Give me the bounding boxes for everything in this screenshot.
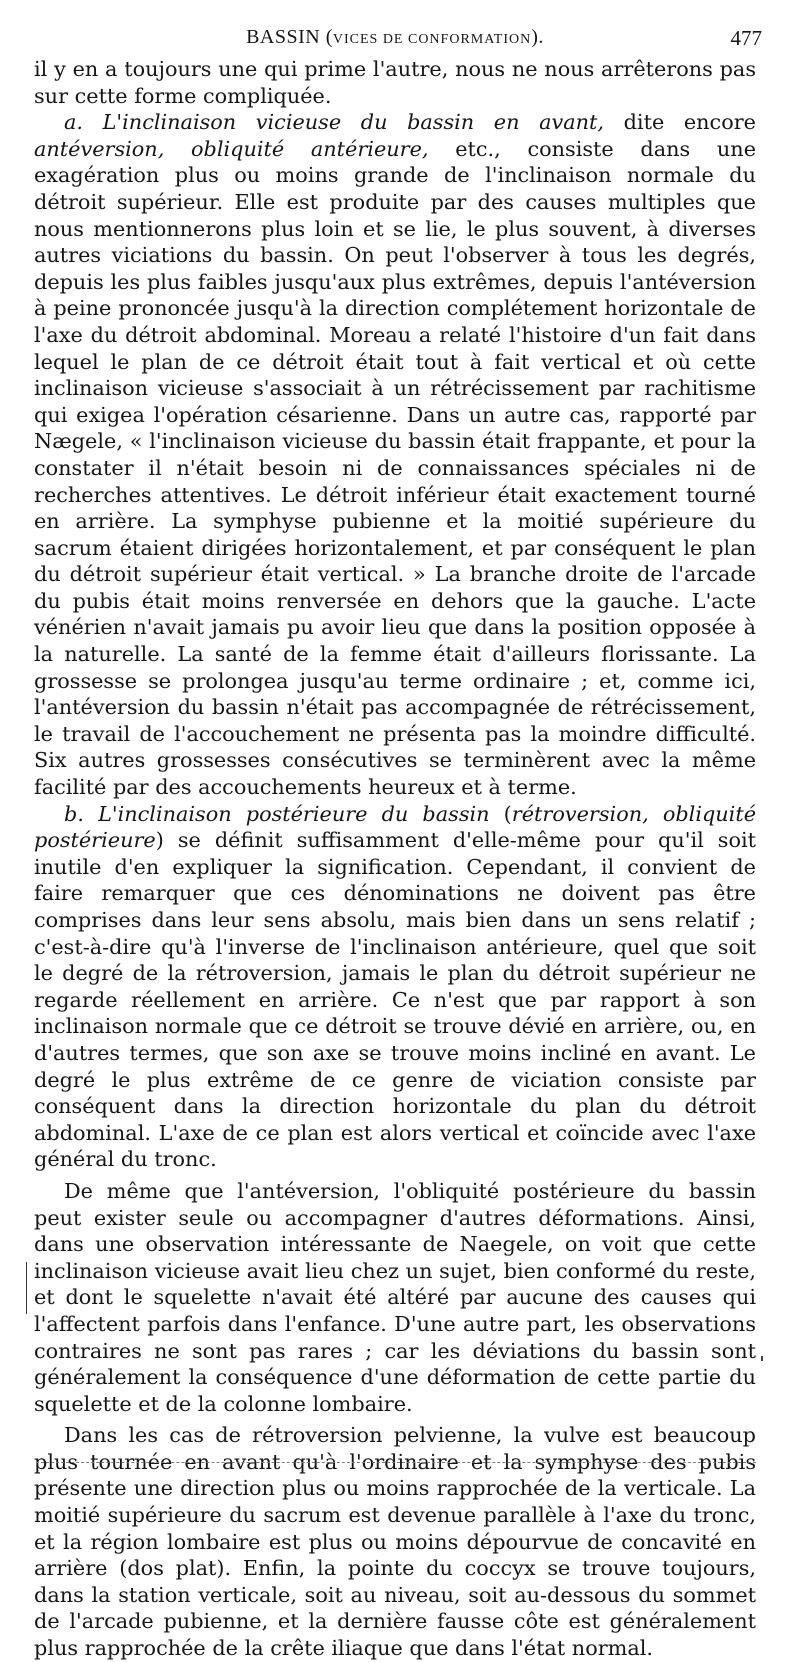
paragraph-continuation: il y en a toujours une qui prime l'autre, nous ne nous arrêterons pas sur cette forme compliquée. (34, 57, 756, 108)
term-retroversion: rétroversion, obliquité postérieure (34, 801, 756, 853)
footer-rule (36, 1462, 756, 1463)
page-number: 477 (730, 26, 762, 50)
paren-close: ) (155, 828, 164, 853)
running-head (34, 26, 762, 56)
running-head-title-main: BASSIN ( (246, 26, 333, 48)
body-text (34, 56, 756, 1662)
book-page (34, 26, 762, 1662)
paren-open: ( (489, 801, 512, 826)
paragraph-retroversion-text: se définit suffisamment d'elle-même pour qu'il soit inutile d'en expliquer la signification. Cependant, il convient de faire remarquer que ces dénominations ne doivent pas être comprises dans leur sens absolu, mais bien dans un sens relatif ; c'est-à-dire qu'à l'inverse de l'inclinaison antérieure, quel que soit le degré de la rétroversion, jamais le plan du détroit supérieur ne regarde réellement en arrière. Ce n'est que par rapport à son inclinaison normale que ce détroit se trouve dévié en arrière, ou, en d'autres termes, que son axe se trouve moins incliné en avant. Le degré le plus extrême de ce genre de viciation consiste par conséquent dans la direction horizontale du plan du détroit abdominal. L'axe de ce plan est alors vertical et coïncide avec l'axe général du tronc. (34, 828, 756, 1172)
paragraph-anteversion-text2: etc., consiste dans une exagération plus ou moins grande de l'inclinaison normale du détroit supérieur. Elle est produite par des causes multiples que nous mentionnerons plus loin et se lie, le plus souvent, à diverses autres viciations du bassin. On peut l'observer à tous les degrés, depuis les plus faibles jusqu'aux plus extrêmes, depuis l'antéversion à peine prononcée jusqu'à la direction complétement horizontale de l'axe du détroit abdominal. Moreau a relaté l'histoire d'un fait dans lequel le plan de ce détroit était tout à fait vertical et où cette inclinaison vicieuse s'associait à un rétrécissement par rachitisme qui exigea l'opération césarienne. Dans un autre cas, rapporté par Nægele, « l'inclinaison vicieuse du bassin était frappante, et pour la constater il n'était besoin ni de connaissances spéciales ni de recherches attentives. Le détroit inférieur était exactement tourné en arrière. La symphyse pubienne et la moitié supérieure du sacrum étaient dirigées horizontalement, et par conséquent le plan du détroit supérieur était vertical. » La branche droite de l'arcade du pubis était moins renversée en dehors que la gauche. L'acte vénérien n'avait jamais pu avoir lieu que dans la position opposée à la naturelle. La santé de la femme était d'ailleurs florissante. La grossesse se prolongea jusqu'au terme ordinaire ; et, comme ici, l'antéversion du bassin n'était pas accompagnée de rétrécissement, le travail de l'accouchement ne présenta pas la moindre difficulté. Six autres grossesses consécutives se terminèrent avec la même facilité par des accouchements heureux et à terme. (34, 136, 756, 800)
section-title-retroversion: L'inclinaison postérieure du bassin (98, 801, 490, 826)
paragraph-obliquity: De même que l'antéversion, l'obliquité postérieure du bassin peut exister seule ou accompagner d'autres déformations. Ainsi, dans une observation intéressante de Naegele, on voit que cette inclinaison vicieuse avait lieu chez un sujet, bien conformé du reste, et dont le squelette n'avait été altéré par aucune des causes qui l'affectent parfois dans l'enfance. D'une autre part, les observations contraires ne sont pas rares ; car les déviations du bassin sont généralement la conséquence d'une déformation de cette partie du squelette et de la colonne lombaire. (34, 1178, 756, 1416)
margin-mark (26, 1262, 27, 1314)
section-title-anteversion: L'inclinaison vicieuse du bassin en avant, (102, 110, 605, 135)
running-head-title-subtitle: VICES DE CONFORMATION (332, 32, 532, 47)
running-head-title-end: ). (531, 26, 544, 48)
section-marker-b: b. (64, 801, 84, 826)
section-marker-a: a. (64, 110, 84, 135)
running-head-title (34, 26, 756, 49)
stray-mark (761, 1356, 763, 1361)
paragraph-anteversion (34, 109, 756, 800)
paragraph-anteversion-text1: dite encore (604, 110, 756, 135)
paragraph-retroversion (34, 801, 756, 1173)
term-anteversion: antéversion, obliquité antérieure, (34, 136, 429, 161)
paragraph-pelvic-retroversion: Dans les cas de rétroversion pelvienne, la vulve est beaucoup plus tournée en avant qu'à l'ordinaire et la symphyse des pubis présente une direction plus ou moins rapprochée de la verticale. La moitié supérieure du sacrum est devenue parallèle à l'axe du tronc, et la région lombaire est plus ou moins dépourvue de concavité en arrière (dos plat). Enfin, la pointe du coccyx se trouve toujours, dans la station verticale, soit au niveau, soit au-dessous du sommet de l'arcade pubienne, et la dernière fausse côte est généralement plus rapprochée de la crête iliaque que dans l'état normal. (34, 1423, 756, 1661)
